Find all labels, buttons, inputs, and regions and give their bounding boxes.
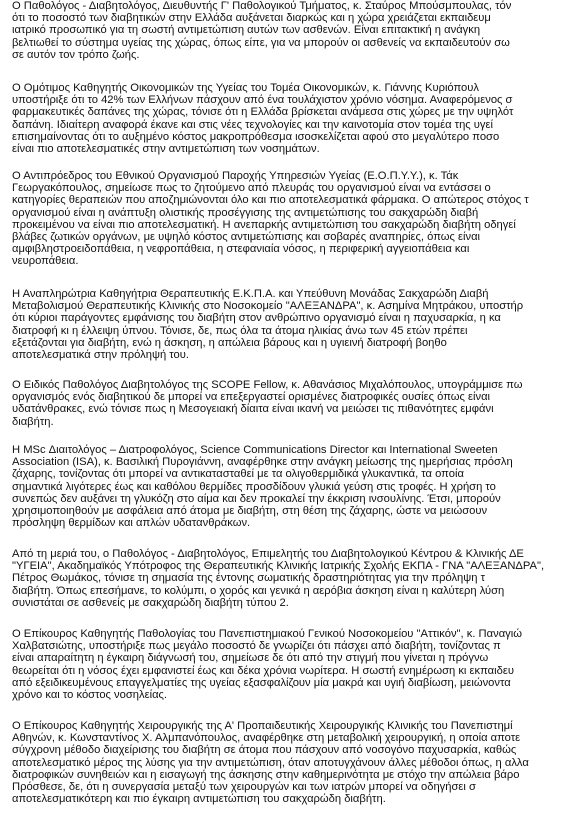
text-line: επισημαίνοντας ότι το αυξημένο κόστος μακροπρόθεσμα ισοσκελίζεται αφού στο μεγαλύτερο ποσο [12, 130, 500, 143]
text-line: Ο Παθολόγος - Διαβητολόγος, Διευθυντής Γ' Παθολογικού Τμήματος, κ. Σταύρος Μπούσμπουλας, τόν [12, 0, 512, 12]
text-line: Ο Επίκουρος Καθηγητής Χειρουργικής της Α' Προπαιδευτικής Χειρουργικής Κλινικής του Πανεπιστημί [12, 720, 513, 732]
text-line: προκειμένου να είναι πιο αποτελεσματική. Η ανεπαρκής αντιμετώπιση του σακχαρώδη διαβήτη οδηγεί [12, 218, 516, 231]
text-line: διατροφή κι η έλλειψη ύπνου. Τόνισε, δε, πως όλα τα άτομα ηλικίας άνω των 45 ετών πρέπει [12, 324, 468, 337]
text-line: υδατάνθρακες, ενώ τόνισε πως η Μεσογειακή δίαιτα είναι ικανή να μειώσει τις πιθανότητες εμφάνι [12, 403, 494, 416]
text-line: ότι κύριοι παράγοντες εμφάνισης του διαβήτη στον ανθρώπινο οργανισμό είναι η παχυσαρκία, η κα [12, 312, 501, 325]
text-line: κατηγορίες θεραπειών που αποζημιώνονται όλο και πιο αποτελεσματικά φάρμακα. Ο απώτερος στόχος τ [12, 194, 529, 207]
text-line: Ο Ομότιμος Καθηγητής Οικονομικών της Υγείας του Τομέα Οικονομικών, κ. Γιάννης Κυριόπουλ [12, 82, 479, 94]
text-line: Από τη μεριά του, ο Παθολόγος - Διαβητολόγος, Επιμελητής του Διαβητολογικού Κέντρου & Κλινικής ΔΕ [12, 548, 524, 560]
text-line: οργανισμού είναι η ανάπτυξη ολιστικής προσέγγισης της αντιμετώπισης του σακχαρώδη διαβή [12, 206, 479, 219]
text-line: Association (ISA), κ. Βασιλική Πυρογιάννη, αναφέρθηκε στην ανάγκη μείωσης της ημερήσιας πρόσλη [12, 456, 513, 469]
paragraph-2 [12, 82, 513, 155]
text-line: συνεπώς δεν αυξάνει τη γλυκόζη στο αίμα και δεν προκαλεί την έκκριση ινσουλίνης. Έτσι, μπορούν [12, 492, 501, 505]
paragraph-5 [12, 379, 522, 428]
text-line: από εξειδικευμένους επαγγελματίες της υγείας εξασφαλίζουν μία μακρά και υγιή διαβίωση, μειώνοντα [12, 676, 511, 689]
text-line: Η Αναπληρώτρια Καθηγήτρια Θεραπευτικής Ε.Κ.Π.Α. και Υπεύθυνη Μονάδας Σακχαρώδη Διαβή [12, 288, 489, 300]
text-line: διαβήτη. [12, 415, 54, 428]
text-line: σε αυτόν τον τρόπο ζωής. [12, 48, 140, 61]
text-line: Η MSc Διαιτολόγος – Διατροφολόγος, Science Communications Director και International Sweeten [12, 444, 498, 456]
text-line: αποτελεσματικό μέρος της λύσης για την αντιμετώπιση, όταν αποτυγχάνουν άλλες μέθοδοι όπως, η αλλα [12, 756, 529, 769]
text-line: Μεταβολισμού Θεραπευτικής Κλινικής στο Νοσοκομείο "ΑΛΕΞΑΝΔΡΑ", κ. Ασημίνα Μητράκου, υποστήρ [12, 300, 524, 313]
paragraph-1 [12, 0, 511, 61]
text-line: χρησιμοποιηθούν με ασφάλεια από άτομα με διαβήτη, στη θέση της ζάχαρης, ώστε να μειώσουν [12, 504, 488, 517]
paragraph-7 [12, 548, 544, 609]
paragraph-6 [12, 444, 513, 529]
text-line: είναι απαραίτητη η έγκαιρη διάγνωσή του, σημείωσε δε ότι από την στιγμή που γίνεται η πρόγνω [12, 652, 489, 665]
text-line: εξετάζονται για διαβήτη, ενώ η άσκηση, η απώλεια βάρους και η υγιεινή διατροφή βοηθο [12, 336, 447, 349]
text-line: Χαλβατσιώτης, υποστήριξε πως μεγάλο ποσοστό δε γνωρίζει ότι πάσχει από διαβήτη, τονίζοντας π [12, 640, 501, 653]
text-line: Αθηνών, κ. Κωνσταντίνος Χ. Αλμπανόπουλος, αναφέρθηκε στη μεταβολική χειρουργική, η οποία αποτε [12, 732, 521, 745]
text-line: σημαντικά λιγότερες έως και καθόλου θερμίδες προσδίδουν γλυκιά γεύση στις τροφές. Η χρήση το [12, 480, 496, 493]
text-line: διαβήτη. Όπως επεσήμανε, το κολύμπι, ο χορός και γενικά η αερόβια άσκηση είναι η καλύτερη λύση [12, 584, 505, 597]
text-line: Γεωργακόπουλος, σημείωσε πως το ζητούμενο από πλευράς του οργανισμού είναι να εντάσσει ο [12, 182, 491, 195]
text-line: οργανισμός ενός διαβητικού δε μπορεί να επεξεργαστεί ορισμένες διατροφικές ουσίες όπως είναι [12, 391, 491, 404]
text-line: ότι το ποσοστό των διαβητικών στην Ελλάδα αυξάνεται διαρκώς και η χώρα χρειάζεται εκπαιδευμ [12, 12, 491, 25]
text-line: νευροπάθεια. [12, 255, 79, 268]
paragraph-8 [12, 628, 522, 701]
text-line: Ο Επίκουρος Καθηγητής Παθολογίας του Πανεπιστημιακού Γενικού Νοσοκομείου "Αττικόν", κ. Παναγιώ [12, 628, 522, 640]
text-line: δαπάνη. Ιδιαίτερη αναφορά έκανε και στις νέες τεχνολογίες και την καινοτομία στον τομέα της υγεί [12, 118, 493, 131]
paragraph-9 [12, 720, 529, 805]
text-line: χρόνο και το κόστος νοσηλείας. [12, 688, 168, 701]
text-line: σύγχρονη μέθοδο διαχείρισης του διαβήτη σε άτομα που πάσχουν από νοσογόνο παχυσαρκία, καθώς [12, 744, 517, 757]
text-line: συνιστάται σε ασθενείς με σακχαρώδη διαβήτη τύπου 2. [12, 596, 289, 609]
text-line: "ΥΓΕΙΑ", Ακαδημαϊκός Υπότροφος της Θεραπευτικής Κλινικής Ιατρικής Σχολής ΕΚΠΑ - ΓΝΑ "ΑΛΕΞΑΝΔΡΑ", [12, 560, 545, 573]
text-line: διατροφικών συνηθειών και η εισαγωγή της άσκησης στην καθημερινότητα με στόχο την απώλεια βάρο [12, 768, 520, 781]
text-line: ζάχαρης, τονίζοντας ότι μπορεί να αντικατασταθεί με τα ολιγοθερμιδικά γλυκαντικά, τα οποία [12, 468, 464, 481]
text-line: υποστήριξε ότι το 42% των Ελλήνων πάσχουν από ένα τουλάχιστον χρόνιο νόσημα. Αναφερόμενος σ [12, 94, 513, 107]
text-line: Ο Ειδικός Παθολόγος Διαβητολόγος της SCOPE Fellow, κ. Αθανάσιος Μιχαλόπουλος, υπογράμμισε πω [12, 379, 523, 391]
text-line: είναι πιο αποτελεσματικές στην αντιμετώπιση των νοσημάτων. [12, 142, 320, 155]
paragraph-3 [12, 170, 529, 268]
text-line: ιατρικό προσωπικό για τη σωστή αντιμετώπιση αυτών των ασθενών. Είναι επιτακτική η ανάγκη [12, 24, 481, 37]
text-line: θεωρείται ότι η νόσος έχει εμφανιστεί έως και δέκα χρόνια νωρίτερα. Η σωστή ενημέρωση κι εκπαιδευ [12, 664, 514, 677]
text-line: Πρόσθεσε, δε, ότι η συνεργασία μεταξύ των χειρουργών και των ιατρών μπορεί να οδηγήσει σ [12, 780, 476, 793]
text-line: Ο Αντιπρόεδρος του Εθνικού Οργανισμού Παροχής Υπηρεσιών Υγείας (Ε.Ο.Π.Υ.Υ.), κ. Τάκ [12, 170, 459, 182]
text-line: αποτελεσματικότερη και πιο έγκαιρη αντιμετώπιση του σακχαρώδη διαβήτη. [12, 793, 386, 806]
text-line: φαρμακευτικές δαπάνες της χώρας, τόνισε ότι η Ελλάδα βρίσκεται ανάμεσα στις χώρες με την υψηλότ [12, 106, 514, 119]
paragraph-4 [12, 288, 523, 361]
text-line: αμφιβληστροειδοπάθεια, η νεφροπάθεια, η στεφανιαία νόσος, η περιφερική αγγειοπάθεια και [12, 243, 470, 256]
text-line: Πέτρος Θωμάκος, τόνισε τη σημασία της έντονης σωματικής δραστηριότητας για την πρόληψη τ [12, 572, 485, 585]
text-line: βελτιωθεί το σύστημα υγείας της χώρας, όπως είπε, για να μπορούν οι ασθενείς να εκπαιδευτούν σω [12, 36, 510, 49]
text-line: πρόσληψη θερμίδων και απλών υδατανθράκων. [12, 517, 251, 530]
text-line: βλάβες ζωτικών οργάνων, με υψηλό κόστος αντιμετώπισης και σοβαρές αναπηρίες, όπως είναι [12, 230, 481, 243]
text-line: αποτελεσματικά στην πρόληψή του. [12, 348, 190, 361]
